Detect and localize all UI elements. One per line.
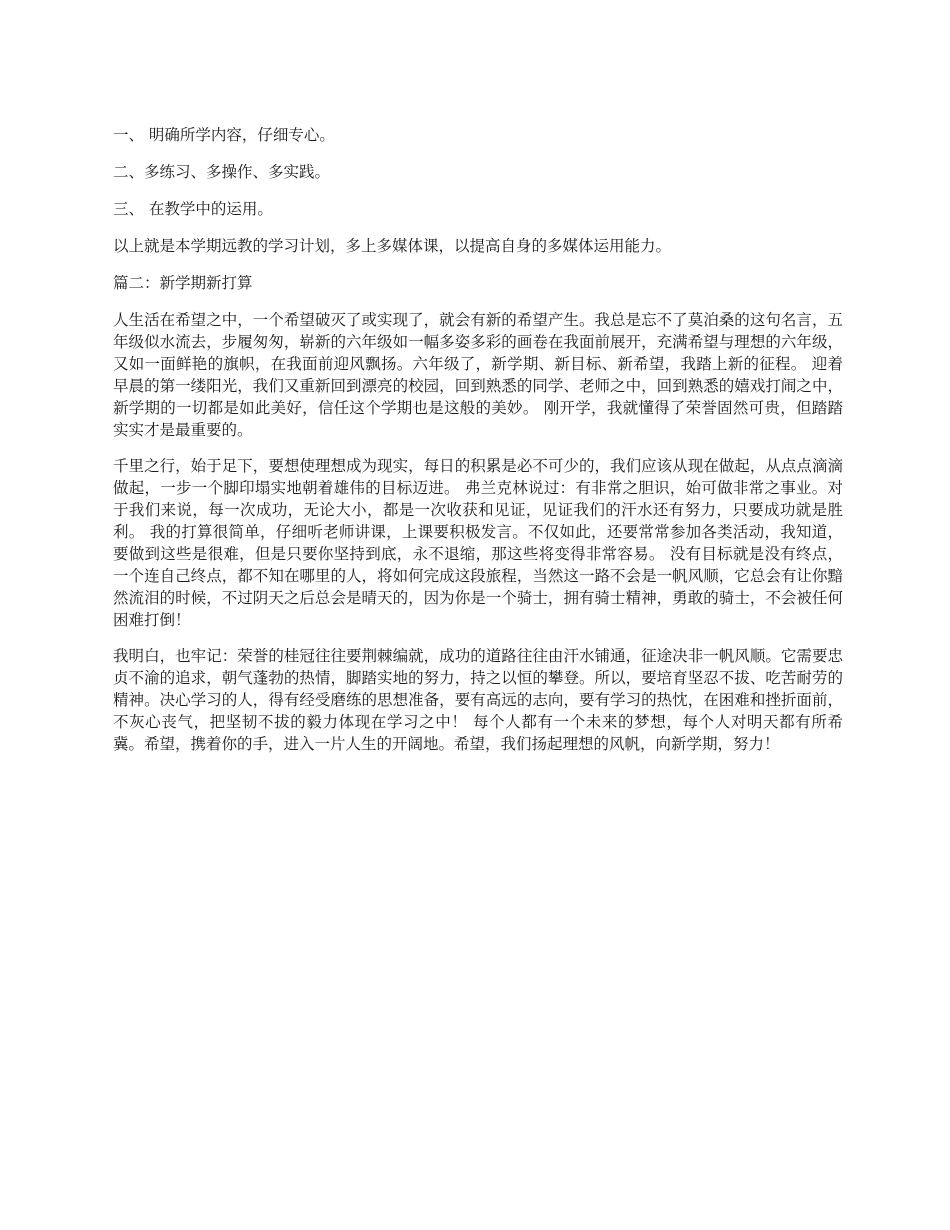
list-item-3: 三、 在教学中的运用。 [113, 200, 273, 218]
summary-text: 以上就是本学期远教的学习计划，多上多媒体课，以提高自身的多媒体运用能力。 [113, 237, 672, 255]
paragraph-1: 人生活在希望之中，一个希望破灭了或实现了，就会有新的希望产生。我总是忘不了莫泊桑的这句名言，五年级似水流去，步履匆匆，崭新的六年级如一幅多姿多彩的画卷在我面前展开，充满希望与理想的六年级，又如一面鲜艳的旗帜，在我面前迎风飘扬。六年级了，新学期、新目标、新希望，我踏上新的征程。 迎着早晨的第一缕阳光，我们又重新回到漂亮的校园，回到熟悉的同学、老师之中，回到熟悉的嬉戏打闹之中，新学期的一切都是如此美好，信任这个学期也是这般的美妙。 刚开学，我就懂得了荣誉固然可贵，但踏踏实实才是最重要的。 [113, 311, 843, 439]
paragraph-2: 千里之行，始于足下，要想使理想成为现实，每日的积累是必不可少的，我们应该从现在做起，从点点滴滴做起，一步一个脚印塌实地朝着雄伟的目标迈进。 弗兰克林说过：有非常之胆识，始可做非常之事业。对于我们来说，每一次成功，无论大小，都是一次收获和见证，见证我们的汗水还有努力，只要成功就是胜利。 我的打算很简单，仔细听老师讲课，上课要积极发言。不仅如此，还要常常参加各类活动，我知道，要做到这些是很难，但是只要你坚持到底，永不退缩，那这些将变得非常容易。 没有目标就是没有终点，一个连自己终点，都不知在哪里的人，将如何完成这段旅程，当然这一路不会是一帆风顺，它总会有让你黯然流泪的时候，不过阴天之后总会是晴天的，因为你是一个骑士，拥有骑士精神，勇敢的骑士，不会被任何困难打倒！ [113, 457, 843, 629]
paragraph-3: 我明白，也牢记：荣誉的桂冠往往要荆棘编就，成功的道路往往由汗水铺通，征途决非一帆风顺。它需要忠贞不渝的追求，朝气蓬勃的热情，脚踏实地的努力，持之以恒的攀登。所以，要培育坚忍不拔、吃苦耐劳的精神。决心学习的人，得有经受磨练的思想准备，要有高远的志向，要有学习的热忱，在困难和挫折面前，不灰心丧气，把坚韧不拔的毅力体现在学习之中！ 每个人都有一个未来的梦想，每个人对明天都有所希冀。希望，携着你的手，进入一片人生的开阔地。希望，我们扬起理想的风帆，向新学期，努力！ [113, 647, 843, 753]
list-item-1: 一、 明确所学内容，仔细专心。 [113, 126, 335, 144]
section-title: 篇二：新学期新打算 [113, 274, 253, 292]
list-item-2: 二、多练习、多操作、多实践。 [113, 163, 331, 181]
document-body [113, 124, 843, 769]
